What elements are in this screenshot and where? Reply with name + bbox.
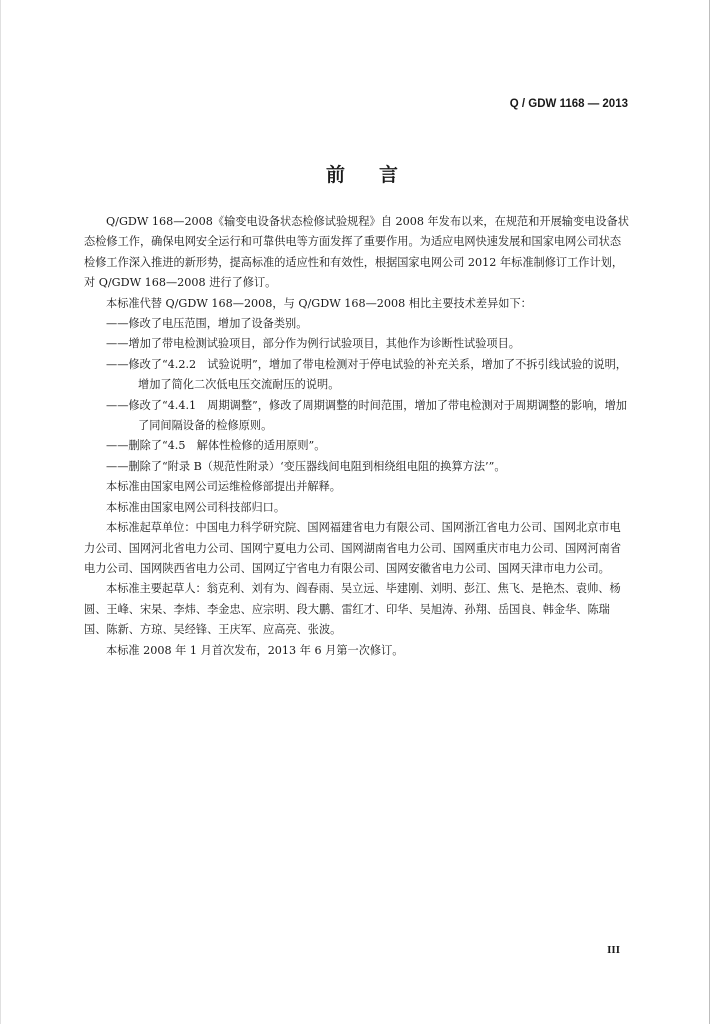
foreword-body: [84, 212, 630, 661]
page-title: 前言: [325, 164, 432, 186]
paragraph-centralized: 本标准由国家电网公司科技部归口。: [106, 500, 286, 514]
paragraph-replaces: 本标准代替 Q/GDW 168—2008，与 Q/GDW 168—2008 相比主要技术差异如下：: [106, 296, 532, 310]
paragraph-drafting-units: 本标准起草单位：中国电力科学研究院、国网福建省电力有限公司、国网浙江省电力公司、国网北京市电力公司、国网河北省电力公司、国网宁夏电力公司、国网湖南省电力公司、国网重庆市电力公司、国网河南省电力公司、国网陕西省电力公司、国网辽宁省电力有限公司、国网安徽省电力公司、国网天津市电力公司。: [84, 521, 622, 575]
change-item: ——删除了“4.5 解体性检修的适用原则”。: [106, 439, 326, 453]
paragraph-proposer: 本标准由国家电网公司运维检修部提出并解释。: [106, 480, 341, 494]
paragraph-history: 本标准 2008 年 1 月首次发布，2013 年 6 月第一次修订。: [106, 643, 404, 657]
paragraph-intro: Q/GDW 168—2008《输变电设备状态检修试验规程》自 2008 年发布以来，在规范和开展输变电设备状态检修工作，确保电网安全运行和可靠供电等方面发挥了重要作用。为适应电网快速发展和国家电网公司状态检修工作深入推进的新形势，提高标准的适应性和有效性，根据国家电网公司 2012 年标准制修订工作计划，对 Q/GDW 168—2008 进行了修订。: [84, 215, 629, 290]
change-item: ——修改了电压范围，增加了设备类别。: [106, 317, 308, 331]
change-item: ——增加了带电检测试验项目，部分作为例行试验项目，其他作为诊断性试验项目。: [106, 337, 520, 351]
change-item: ——修改了“4.4.1 周期调整”，修改了周期调整的时间范围，增加了带电检测对于周期调整的影响，增加了同间隔设备的检修原则。: [106, 398, 627, 433]
page-edge-left: [0, 0, 1, 1024]
change-item: ——删除了“附录 B（规范性附录）‘变压器线间电阻到相绕组电阻的换算方法’”。: [106, 459, 506, 473]
page-number: III: [607, 944, 620, 956]
change-item: ——修改了“4.2.2 试验说明”，增加了带电检测对于停电试验的补充关系，增加了不拆引线试验的说明，增加了简化二次低电压交流耐压的说明。: [106, 357, 627, 392]
standard-code: Q / GDW 1168 — 2013: [509, 98, 628, 110]
page-edge-right: [709, 0, 710, 1024]
paragraph-drafters: 本标准主要起草人：翁克利、刘有为、阎春雨、吴立远、毕建刚、刘明、彭江、焦飞、是艳杰、袁帅、杨圆、王峰、宋杲、李炜、李金忠、应宗明、段大鹏、雷红才、印华、吴旭涛、孙翔、岳国良、韩金华、陈瑞国、陈新、方琼、吴经锋、王庆军、应高亮、张波。: [84, 582, 621, 637]
